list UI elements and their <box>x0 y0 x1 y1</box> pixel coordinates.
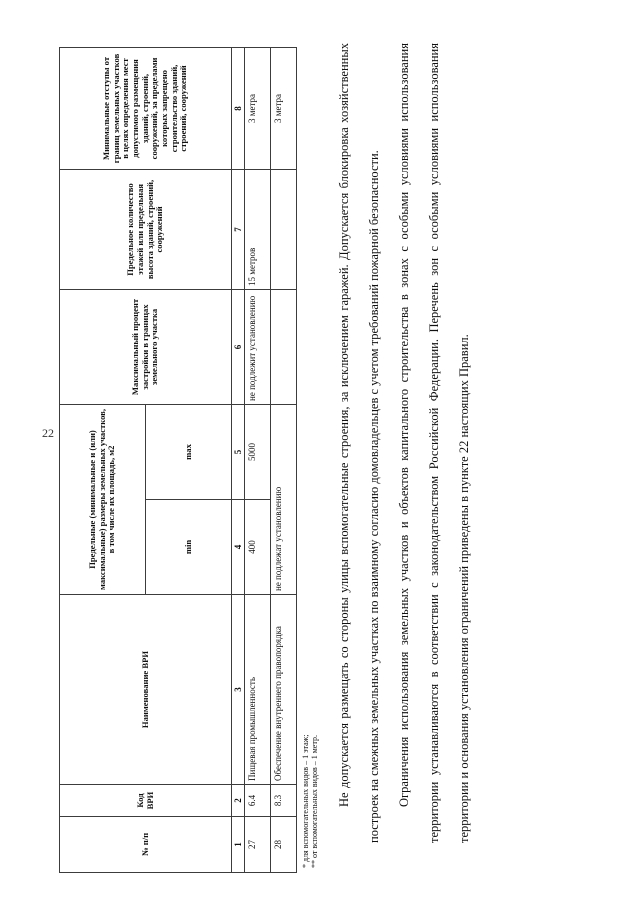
column-number: 2 <box>232 785 245 817</box>
row-max-height: 15 метров <box>245 169 271 289</box>
row-code: 6.4 <box>245 785 271 817</box>
row-min-setback: 3 метра <box>271 47 297 169</box>
column-number: 5 <box>232 404 245 499</box>
column-number: 6 <box>232 289 245 404</box>
row-area-max: 5000 <box>245 404 271 499</box>
row-num: 27 <box>245 817 271 873</box>
column-number: 7 <box>232 169 245 289</box>
row-area: не подлежат установлению <box>271 404 297 594</box>
table-row <box>271 47 297 872</box>
footnote: * для вспомогательных видов – 1 этаж; <box>301 734 310 868</box>
header-max-percent: Максимальный процент застройки в границах земельного участка <box>60 289 232 404</box>
column-number: 8 <box>232 47 245 169</box>
column-number: 1 <box>232 817 245 873</box>
row-max-height <box>271 169 297 289</box>
header-max-height: Предельное количество этажей или предельная высота зданий, строений, сооружений <box>60 169 232 289</box>
paragraph: Не допускается размещать со стороны улицы вспомогательные строения, за исключением гаражей. Допускается блокировка хозяйственных построек на смежных земельных участках по взаимному согласию домовладельцев с учетом требований пожарной безопасности. <box>337 43 381 843</box>
header-num: № п/п <box>60 817 232 873</box>
header-area-min: min <box>146 500 232 595</box>
row-area-min: 400 <box>245 500 271 595</box>
header-area-max: max <box>146 404 232 499</box>
row-num: 28 <box>271 817 297 873</box>
header-name: Наименование ВРИ <box>60 595 232 785</box>
paragraph: Ограничения использования земельных участков и объектов капитального строительства в зонах с особыми условиями использования территории устанавливаются в соответствии с законодательством Российской Федерации. Перечень зон с особыми условиями использования территории и основания установления ограничений приведены в пункте 22 настоящих Правил. <box>397 43 471 843</box>
rotated-content <box>59 28 617 873</box>
page-number: 22 <box>42 426 54 440</box>
body-text <box>329 43 479 843</box>
footnotes <box>301 468 319 868</box>
column-number: 3 <box>232 595 245 785</box>
row-max-percent <box>271 289 297 404</box>
zoning-parameters-table <box>59 47 297 873</box>
column-number-row <box>232 47 245 872</box>
row-name: Обеспечение внутреннего правопорядка <box>271 595 297 785</box>
column-number: 4 <box>232 500 245 595</box>
row-max-percent: не подлежит установлению <box>245 289 271 404</box>
header-min-setback: Минимальные отступы от границ земельных участков в целях определения мест допустимого размещения зданий, строений, сооружений, за пределами которых запрещено строительство зданий, строений, сооружений <box>60 47 232 169</box>
header-area-group: Предельные (минимальные и (или) максимальные) размеры земельных участков, в том числе их площадь, м2 <box>60 404 146 594</box>
row-min-setback: 3 метра <box>245 47 271 169</box>
footnote: ** от вспомогательных видов – 1 метр. <box>310 735 320 868</box>
table-row <box>245 47 271 872</box>
header-code: Код ВРИ <box>60 785 232 817</box>
row-name: Пищевая промышленность <box>245 595 271 785</box>
row-code: 8.3 <box>271 785 297 817</box>
